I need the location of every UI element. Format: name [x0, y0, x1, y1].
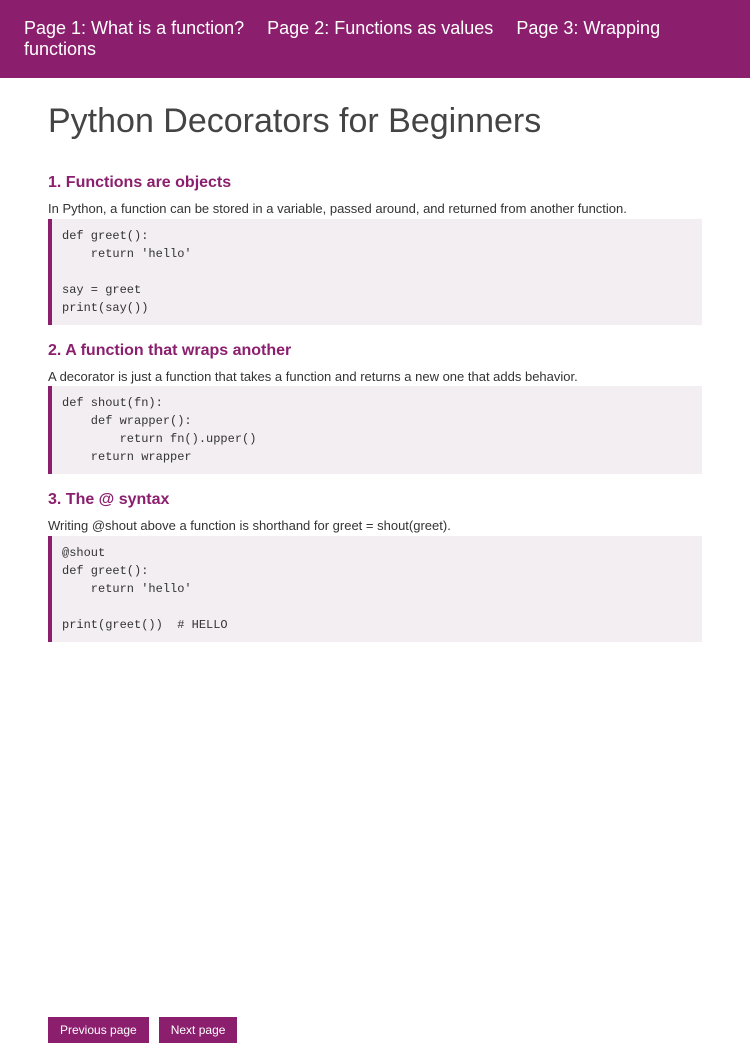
- next-button[interactable]: Next page: [159, 1017, 238, 1043]
- code-example: @shout def greet(): return 'hello' print(greet()) # HELLO: [48, 536, 702, 642]
- lesson-section: [0, 149, 750, 650]
- banner-item[interactable]: Page 1: What is a function?: [24, 18, 245, 38]
- code-example: def greet(): return 'hello' say = greet print(say()): [48, 219, 702, 325]
- page-title: Python Decorators for Beginners: [48, 102, 542, 140]
- lesson-banner: [0, 0, 750, 78]
- lesson-text: In Python, a function can be stored in a variable, passed around, and returned from another function.: [48, 201, 627, 217]
- lesson-heading: 2. A function that wraps another: [48, 341, 292, 359]
- lesson-nav: [48, 1017, 702, 1043]
- prev-button[interactable]: Previous page: [48, 1017, 149, 1043]
- lesson-heading: 1. Functions are objects: [48, 174, 232, 192]
- lesson-text: Writing @shout above a function is shorthand for greet = shout(greet).: [48, 518, 451, 534]
- lesson-text: A decorator is just a function that takes a function and returns a new one that adds behavior.: [48, 368, 578, 384]
- banner-item[interactable]: Page 2: Functions as values: [267, 18, 494, 38]
- banner-item[interactable]: Page 3: Wrapping functions: [24, 18, 661, 59]
- lesson-heading: 3. The @ syntax: [48, 491, 170, 509]
- code-example: def shout(fn): def wrapper(): return fn().upper() return wrapper: [48, 386, 702, 474]
